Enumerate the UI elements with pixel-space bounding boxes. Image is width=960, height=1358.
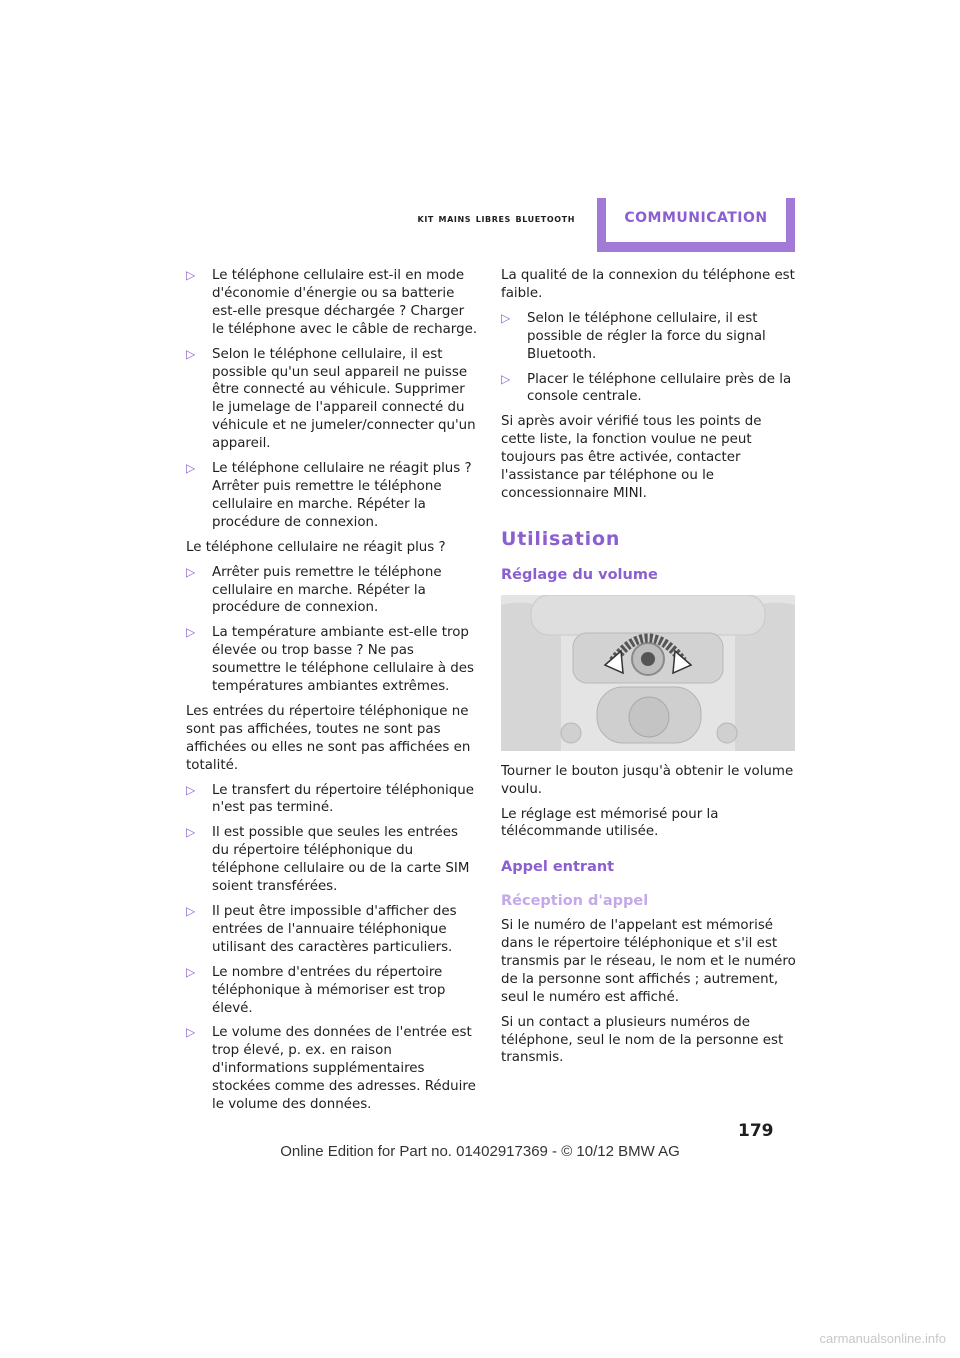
watermark: carmanualsonline.info	[819, 1331, 946, 1346]
paragraph: Si après avoir vérifié tous les points de cette liste, la fonction voulue ne peut toujours pas être activée, contacter l'assistance par téléphone ou le concessionnaire MINI.	[501, 414, 762, 501]
bullet-arrow-icon: ▷	[186, 782, 196, 797]
bullet-arrow-icon: ▷	[186, 825, 196, 840]
section-title: Utilisation	[501, 527, 621, 550]
paragraph: Le réglage est mémorisé pour la télécommande utilisée.	[501, 806, 719, 840]
list-item: ▷ Le transfert du répertoire téléphonique n'est pas terminé.	[186, 782, 474, 816]
list-item: ▷ Arrêter puis remettre le téléphone cellulaire en marche. Répéter la procédure de connexion.	[186, 564, 442, 616]
list-item: ▷ Il peut être impossible d'afficher des entrées de l'annuaire téléphonique utilisant des caractères particuliers.	[186, 904, 457, 955]
right-column	[501, 267, 797, 1074]
chapter-tab-label: COMMUNICATION	[606, 198, 786, 242]
list-item: ▷ Selon le téléphone cellulaire, il est possible de régler la force du signal Bluetooth.	[501, 310, 766, 362]
bullet-arrow-icon: ▷	[186, 964, 196, 979]
paragraph: Le téléphone cellulaire ne réagit plus ?	[186, 539, 446, 555]
list-item: ▷ Il est possible que seules les entrées du répertoire téléphonique du téléphone cellulaire ou de la carte SIM soient transférées.	[186, 825, 470, 895]
subsection-title-call: Appel entrant	[501, 859, 615, 876]
subsection-title-volume: Réglage du volume	[501, 566, 658, 583]
paragraph: Les entrées du répertoire téléphonique ne sont pas affichées, toutes ne sont pas affichées ou elles ne sont pas affichées en totalité.	[186, 703, 471, 773]
subsubsection-title-reception: Réception d'appel	[501, 893, 649, 910]
bullet-arrow-icon: ▷	[186, 346, 196, 361]
bullet-arrow-icon: ▷	[501, 371, 511, 386]
paragraph: Si le numéro de l'appelant est mémorisé dans le répertoire téléphonique et s'il est transmis par le réseau, le nom et le numéro de la personne sont affichés ; autrement, seul le numéro est affiché.	[501, 918, 796, 1005]
paragraph: Tourner le bouton jusqu'à obtenir le volume voulu.	[501, 763, 794, 797]
bullet-arrow-icon: ▷	[186, 461, 196, 476]
list-item: ▷ Le nombre d'entrées du répertoire téléphonique à mémoriser est trop élevé.	[186, 964, 446, 1016]
bullet-arrow-icon: ▷	[186, 268, 196, 282]
chapter-tab	[597, 198, 795, 252]
paragraph: La qualité de la connexion du téléphone est faible.	[501, 268, 795, 301]
bullet-arrow-icon: ▷	[501, 310, 511, 325]
list-item: ▷ Le téléphone cellulaire est-il en mode d'économie d'énergie ou sa batterie est-elle presque déchargée ? Charger le téléphone avec le câble de recharge.	[186, 268, 478, 337]
paragraph: Si un contact a plusieurs numéros de téléphone, seul le nom de la personne est transmis.	[501, 1014, 784, 1066]
list-item: ▷ Le volume des données de l'entrée est trop élevé, p. ex. en raison d'informations supplémentaires stockées comme des adresses. Réduire le volume des données.	[186, 1025, 476, 1113]
footer-edition: Online Edition for Part no. 01402917369 - © 10/12 BMW AG	[280, 1143, 680, 1160]
left-column	[186, 267, 478, 1121]
volume-knob-illustration	[501, 595, 795, 751]
running-header: kit mains libres bluetooth	[417, 211, 575, 225]
bullet-arrow-icon: ▷	[186, 564, 196, 579]
page-number: 179	[738, 1121, 774, 1141]
list-item: ▷ Le téléphone cellulaire ne réagit plus ? Arrêter puis remettre le téléphone cellulaire en marche. Répéter la procédure de connexion.	[186, 461, 472, 530]
list-item: ▷ La température ambiante est-elle trop élevée ou trop basse ? Ne pas soumettre le téléphone cellulaire à des températures ambiantes extrêmes.	[186, 625, 475, 695]
bullet-arrow-icon: ▷	[186, 625, 196, 640]
bullet-arrow-icon: ▷	[186, 1025, 196, 1040]
list-item: ▷ Selon le téléphone cellulaire, il est possible qu'un seul appareil ne puisse être connecté au véhicule. Supprimer le jumelage de l'appareil connecté du véhicule et ne jumeler/connecter qu'un appareil.	[186, 346, 476, 452]
list-item: ▷ Placer le téléphone cellulaire près de la console centrale.	[501, 371, 792, 405]
steering-wheel-controls-icon	[501, 595, 795, 751]
bullet-arrow-icon: ▷	[186, 904, 196, 918]
